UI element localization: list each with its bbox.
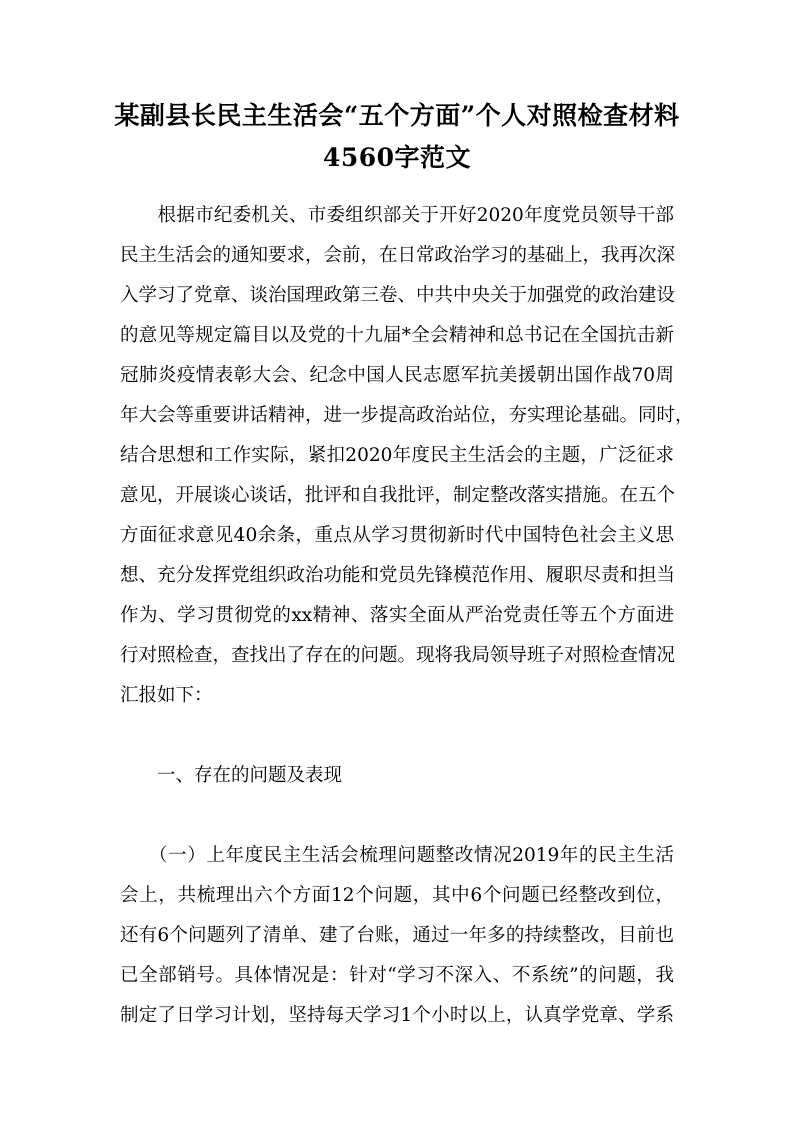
paragraph-line: 会上，共梳理出六个方面12个问题，其中6个问题已经整改到位， <box>120 885 674 906</box>
paragraph-line: 入学习了党章、谈治国理政第三卷、中共中央关于加强党的政治建设 <box>120 285 676 306</box>
paragraph-line: 意见，开展谈心谈话，批评和自我批评，制定整改落实措施。在五个 <box>120 485 676 506</box>
paragraph-line: 作为、学习贯彻党的xx精神、落实全面从严治党责任等五个方面进 <box>120 605 674 626</box>
paragraph-line: 行对照检查，查找出了存在的问题。现将我局领导班子对照检查情况 <box>120 645 676 666</box>
paragraph-line: 已全部销号。具体情况是：针对“学习不深入、不系统”的问题，我 <box>120 965 674 986</box>
paragraph-line: 想、充分发挥党组织政治功能和党员先锋模范作用、履职尽责和担当 <box>120 565 676 586</box>
paragraph-line: 汇报如下： <box>120 685 213 706</box>
paragraph-line: 方面征求意见40余条，重点从学习贯彻新时代中国特色社会主义思 <box>120 525 674 546</box>
paragraph-line: 的意见等规定篇目以及党的十九届*全会精神和总书记在全国抗击新 <box>120 325 674 346</box>
paragraph-line: 冠肺炎疫情表彰大会、纪念中国人民志愿军抗美援朝出国作战70周 <box>120 365 674 386</box>
document-title-line-2: 4560字范文 <box>322 143 472 172</box>
paragraph-line: 制定了日学习计划，坚持每天学习1个小时以上，认真学党章、学系 <box>120 1005 674 1026</box>
section-heading: 一、存在的问题及表现 <box>120 765 343 786</box>
paragraph-line: 年大会等重要讲话精神，进一步提高政治站位，夯实理论基础。同时， <box>120 405 694 426</box>
document-title-line-1: 某副县长民主生活会“五个方面”个人对照检查材料 <box>114 101 680 130</box>
paragraph-line: 还有6个问题列了清单、建了台账，通过一年多的持续整改，目前也 <box>120 925 674 946</box>
paragraph-line: （一）上年度民主生活会梳理问题整改情况2019年的民主生活 <box>120 845 674 866</box>
paragraph-line: 民主生活会的通知要求，会前，在日常政治学习的基础上，我再次深 <box>120 245 676 266</box>
paragraph-line: 根据市纪委机关、市委组织部关于开好2020年度党员领导干部 <box>120 205 674 226</box>
paragraph-line: 结合思想和工作实际，紧扣2020年度民主生活会的主题，广泛征求 <box>120 445 674 466</box>
